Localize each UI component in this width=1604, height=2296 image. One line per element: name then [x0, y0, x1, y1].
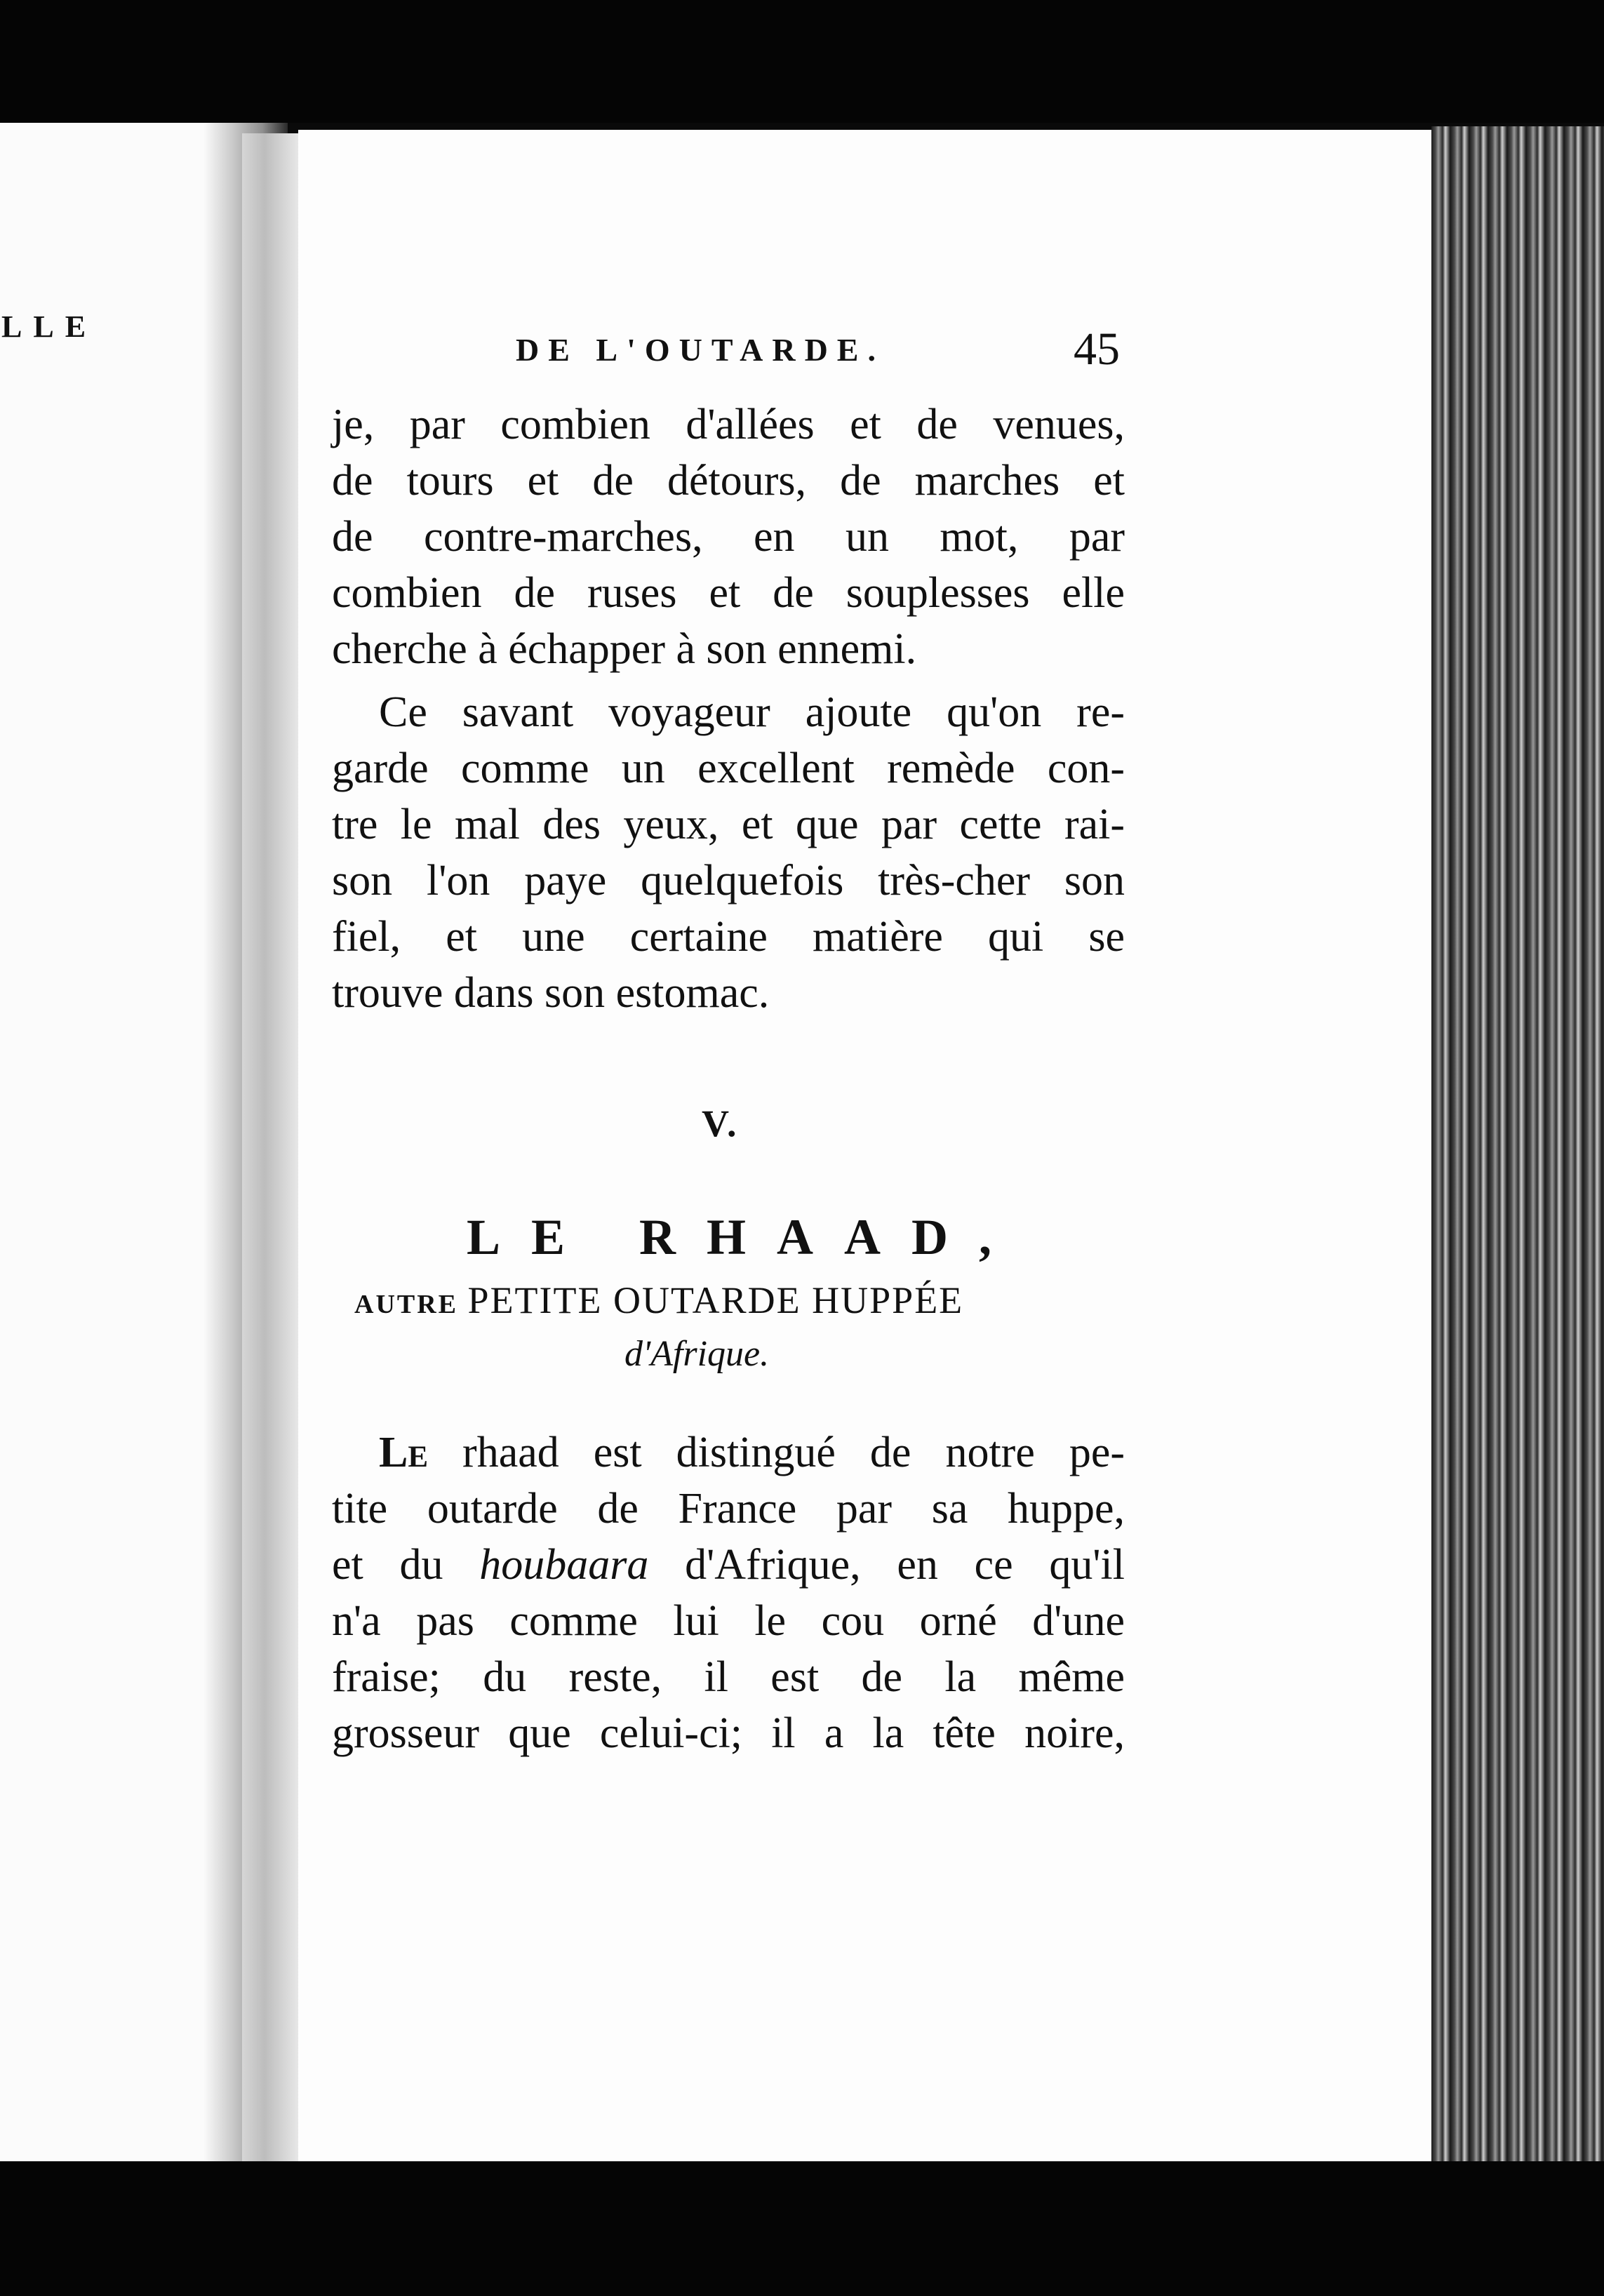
- scan-background-top: [0, 0, 1604, 123]
- paragraph-line: garde comme un excellent remède con-: [332, 745, 1125, 792]
- paragraph-line: [379, 1424, 1125, 1481]
- chapter-subtitle-italic: d'Afrique.: [624, 1334, 770, 1374]
- section-numeral: V.: [702, 1102, 740, 1144]
- scan-background-bottom: [0, 2161, 1604, 2296]
- book-gutter: [242, 133, 298, 2168]
- chapter-title: LE RHAAD,: [467, 1209, 1023, 1265]
- paragraph-line: fiel, et une certaine matière qui se: [332, 913, 1125, 961]
- paragraph-line-text: d'Afrique, en ce qu'il: [648, 1541, 1125, 1589]
- chapter-subtitle: [354, 1279, 963, 1322]
- paragraph-line-text: rhaad est distingué de notre pe-: [428, 1429, 1125, 1476]
- paragraph-line: tite outarde de France par sa huppe,: [332, 1485, 1125, 1533]
- paragraph-line: combien de ruses et de souplesses elle: [332, 569, 1125, 617]
- paragraph-line: Ce savant voyageur ajoute qu'on re-: [379, 688, 1125, 736]
- paragraph-line: n'a pas comme lui le cou orné d'une: [332, 1597, 1125, 1645]
- paragraph-line: de tours et de détours, de marches et: [332, 457, 1125, 505]
- subtitle-smallcaps: AUTRE: [354, 1290, 459, 1319]
- running-head: DE L'OUTARDE.: [516, 332, 885, 368]
- page-number: 45: [1074, 323, 1120, 375]
- paragraph-line: [332, 1537, 1125, 1593]
- paragraph-line: cherche à échapper à son ennemi.: [332, 625, 917, 673]
- subtitle-caps: PETITE OUTARDE HUPPÉE: [467, 1279, 964, 1321]
- paragraph-line: je, par combien d'allées et de venues,: [332, 401, 1125, 448]
- paragraph-first-word: Le: [379, 1429, 429, 1476]
- paragraph-line: grosseur que celui-ci; il a la tête noire,: [332, 1709, 1125, 1757]
- italic-term: houbaara: [479, 1541, 649, 1589]
- paragraph-line: de contre-marches, en un mot, par: [332, 513, 1125, 561]
- paragraph-line: son l'on paye quelquefois très-cher son: [332, 857, 1125, 905]
- left-running-head: LLE: [1, 309, 98, 344]
- page-block-edge: [1431, 126, 1604, 2196]
- paragraph-line: tre le mal des yeux, et que par cette rai-: [332, 801, 1125, 848]
- paragraph-line: trouve dans son estomac.: [332, 969, 770, 1017]
- paragraph-line-text: et du: [332, 1541, 480, 1589]
- paragraph-line: fraise; du reste, il est de la même: [332, 1653, 1125, 1701]
